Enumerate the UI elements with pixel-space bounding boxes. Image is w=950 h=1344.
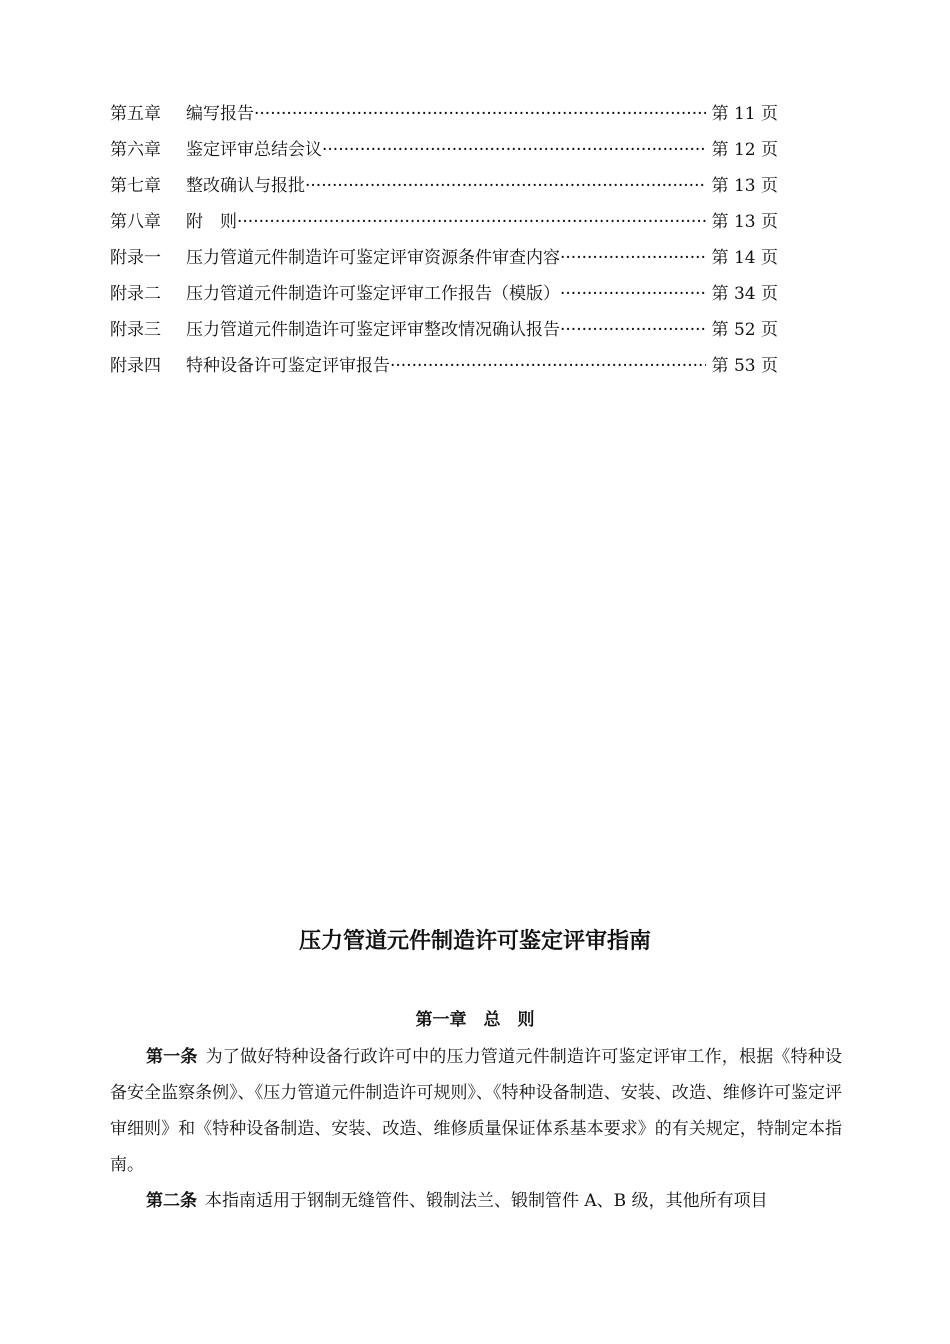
- table-of-contents: [110, 101, 778, 389]
- toc-entry-label: 第八章: [110, 212, 161, 232]
- toc-entry-label: 附录一: [110, 248, 161, 268]
- toc-entry-label: 第七章: [110, 176, 161, 196]
- document-body: [110, 1039, 842, 1219]
- toc-entry-page: 第 53 页: [711, 356, 778, 376]
- toc-entry-page: 第 12 页: [711, 140, 778, 160]
- chapter-heading: 第一章 总 则: [415, 1010, 535, 1030]
- toc-entry-page: 第 13 页: [711, 176, 778, 196]
- toc-entry[interactable]: [110, 317, 778, 353]
- toc-entry-title: 鉴定评审总结会议: [186, 140, 322, 160]
- toc-entry-page: 第 34 页: [711, 284, 778, 304]
- toc-entry[interactable]: [110, 353, 778, 389]
- toc-entry-title: 压力管道元件制造许可鉴定评审整改情况确认报告: [186, 320, 560, 340]
- toc-entry-title: 压力管道元件制造许可鉴定评审资源条件审查内容: [186, 248, 560, 268]
- toc-entry-label: 第六章: [110, 140, 161, 160]
- toc-leader-dots: [237, 209, 706, 235]
- document-title: 压力管道元件制造许可鉴定评审指南: [298, 929, 651, 954]
- toc-entry[interactable]: [110, 245, 778, 281]
- toc-entry[interactable]: [110, 137, 778, 173]
- toc-entry[interactable]: [110, 209, 778, 245]
- toc-entry-title: 压力管道元件制造许可鉴定评审工作报告（模版）: [186, 284, 560, 304]
- toc-entry-page: 第 14 页: [711, 248, 778, 268]
- article-number: 第二条: [146, 1191, 197, 1211]
- toc-leader-dots: [254, 101, 706, 127]
- toc-entry-title: 编写报告: [186, 104, 254, 124]
- toc-leader-dots: [322, 137, 706, 163]
- toc-entry-label: 附录三: [110, 320, 161, 340]
- body-paragraph: [110, 1039, 842, 1183]
- article-number: 第一条: [146, 1047, 198, 1067]
- toc-entry-title: 特种设备许可鉴定评审报告: [186, 356, 390, 376]
- toc-entry[interactable]: [110, 173, 778, 209]
- toc-leader-dots: [305, 173, 706, 199]
- toc-entry-page: 第 11 页: [711, 104, 778, 124]
- toc-entry-label: 附录二: [110, 284, 161, 304]
- toc-leader-dots: [560, 317, 706, 343]
- paragraph-text: 本指南适用于钢制无缝管件、锻制法兰、锻制管件 A、B 级，其他所有项目: [205, 1191, 768, 1211]
- toc-leader-dots: [560, 281, 706, 307]
- toc-entry[interactable]: [110, 101, 778, 137]
- paragraph-text: 为了做好特种设备行政许可中的压力管道元件制造许可鉴定评审工作，根据《特种设备安全监察条例》、《压力管道元件制造许可规则》、《特种设备制造、安装、改造、维修许可鉴定评审细则》和《特种设备制造、安装、改造、维修质量保证体系基本要求》的有关规定，特制定本指南。: [110, 1047, 843, 1175]
- body-paragraph: [110, 1183, 842, 1219]
- toc-entry-title: 整改确认与报批: [186, 176, 305, 196]
- toc-entry-page: 第 13 页: [711, 212, 778, 232]
- toc-entry-label: 第五章: [110, 104, 161, 124]
- toc-leader-dots: [390, 353, 706, 379]
- toc-leader-dots: [560, 245, 706, 271]
- toc-entry-title: 附 则: [186, 212, 237, 232]
- toc-entry-label: 附录四: [110, 356, 161, 376]
- toc-entry-page: 第 52 页: [711, 320, 778, 340]
- toc-entry[interactable]: [110, 281, 778, 317]
